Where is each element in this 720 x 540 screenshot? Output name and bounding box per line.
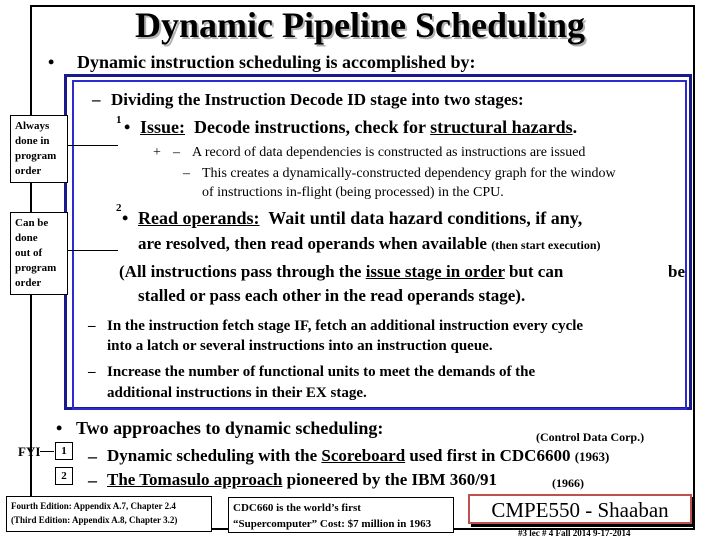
edition-line1: Fourth Edition: Appendix A.7, Chapter 2.4	[11, 501, 176, 511]
readops-bullet-glyph: •	[122, 208, 129, 228]
side-note-line: done	[15, 232, 38, 244]
approach1-text	[107, 446, 609, 466]
lecture-info: #3 lec # 4 Fall 2014 9-17-2014	[518, 528, 631, 538]
dash1-text: Dividing the Instruction Decode ID stage into two stages:	[111, 90, 524, 109]
readops-marker: 2	[116, 202, 122, 214]
approach1-dash: –	[88, 446, 97, 466]
side-note-line: order	[15, 277, 42, 289]
dash2-glyph: –	[88, 318, 96, 334]
dash3-glyph: –	[88, 364, 96, 380]
issue-sub1-dash: –	[173, 145, 180, 160]
side-note-connector	[68, 250, 118, 251]
approach1-text-a: Dynamic scheduling with the	[107, 446, 318, 465]
issue-bullet-glyph: •	[124, 117, 131, 137]
note-issue-in-order: issue stage in order	[365, 262, 505, 281]
issue-label: Issue:	[140, 117, 186, 137]
side-note-line: Can be	[15, 217, 49, 229]
dash2-line1: In the instruction fetch stage IF, fetch an additional instruction every cycle	[107, 318, 584, 334]
issue-sub2-line2: of instructions in-flight (being processed) in the CPU.	[202, 185, 504, 200]
cdc-line1: CDC660 is the world’s first	[233, 502, 361, 514]
course-title: CMPE550 - Shaaban	[491, 498, 669, 522]
approaches-heading: Two approaches to dynamic scheduling:	[76, 418, 384, 438]
note-line1	[119, 262, 563, 282]
slide-title: Dynamic Pipeline Scheduling	[134, 5, 586, 45]
readops-line2-text: are resolved, then read operands when available	[138, 234, 487, 253]
edition-line2: (Third Edition: Appendix A.8, Chapter 3.2)	[11, 515, 178, 525]
control-data-note: (Control Data Corp.)	[536, 430, 645, 444]
readops-line1	[138, 208, 582, 229]
issue-period: .	[572, 117, 578, 137]
main-bullet-text: Dynamic instruction scheduling is accomplished by:	[77, 52, 476, 72]
approach2-number: 2	[55, 467, 73, 485]
issue-text: Decode instructions, check for	[194, 117, 426, 137]
side-note-line: out of	[15, 247, 43, 259]
approach2-text	[107, 470, 497, 490]
note-line2: stalled or pass each other in the read operands stage).	[138, 286, 526, 305]
side-note-always-in-order	[10, 115, 68, 183]
dash3-line1: Increase the number of functional units to meet the demands of the	[107, 364, 536, 380]
dash2-line2: into a latch or several instructions into an instruction queue.	[107, 338, 493, 354]
note-be: be	[668, 262, 685, 281]
readops-line2	[138, 234, 601, 254]
approach1-text-c: used first in CDC6600	[409, 446, 571, 465]
main-bullet-glyph: •	[48, 52, 55, 72]
issue-marker: 1	[116, 114, 122, 126]
approach1-number: 1	[55, 442, 73, 460]
dash1-glyph: –	[92, 90, 101, 109]
approach2-year: (1966)	[552, 476, 584, 490]
issue-item	[140, 117, 577, 138]
dash3-line2: additional instructions in their EX stage.	[107, 385, 367, 401]
note-text-c: but can	[508, 262, 564, 281]
issue-sub1-text: A record of data dependencies is constructed as instructions are issued	[192, 145, 586, 160]
side-note-out-of-order	[10, 212, 68, 295]
course-badge	[468, 494, 692, 524]
cdc6600-note-box	[228, 497, 454, 533]
readops-start-exec: (then start execution)	[491, 238, 601, 252]
note-text-a: (All instructions pass through the	[119, 262, 362, 281]
side-note-line: Always	[15, 120, 50, 132]
side-note-line: program	[15, 150, 57, 162]
issue-structural-hazards: structural hazards	[430, 117, 573, 137]
approach2-text-b: pioneered by the IBM 360/91	[286, 470, 497, 489]
readops-text: Wait until data hazard conditions, if any,	[268, 208, 583, 228]
side-note-line: done in	[15, 135, 50, 147]
approach2-tomasulo: The Tomasulo approach	[107, 470, 283, 489]
readops-label: Read operands:	[138, 208, 260, 228]
fyi-label: FYI	[18, 444, 41, 459]
side-note-line: order	[15, 165, 42, 177]
edition-reference-box	[6, 496, 212, 532]
approaches-bullet-glyph: •	[56, 418, 63, 438]
side-note-connector	[68, 145, 118, 146]
approach2-dash: –	[88, 470, 97, 490]
approach1-scoreboard: Scoreboard	[321, 446, 406, 465]
side-note-line: program	[15, 262, 57, 274]
issue-sub1-plus: +	[153, 145, 161, 160]
fyi-connector	[40, 451, 54, 452]
issue-sub2-line1: This creates a dynamically-constructed dependency graph for the window	[202, 166, 616, 181]
approach1-year: (1963)	[574, 449, 610, 464]
cdc-line2: “Supercomputer” Cost: $7 million in 1963	[233, 518, 432, 530]
issue-sub2-dash: –	[183, 166, 190, 181]
